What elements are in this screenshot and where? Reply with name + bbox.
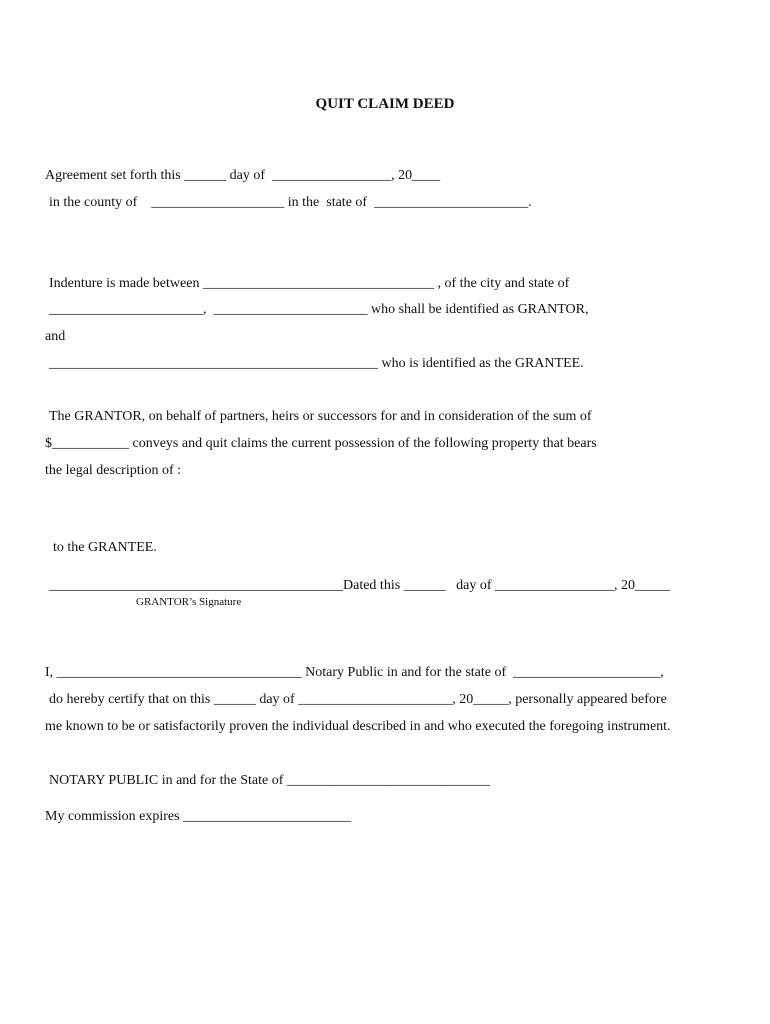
consideration-line-1: The GRANTOR, on behalf of partners, heirs or successors for and in consideration of the sum of bbox=[49, 409, 592, 424]
indenture-line-and: and bbox=[45, 329, 66, 344]
grantor-signature-caption: GRANTOR’s Signature bbox=[136, 596, 242, 608]
county-state-line: in the county of ___________________ in the state of ______________________. bbox=[49, 195, 532, 210]
document-title: QUIT CLAIM DEED bbox=[315, 96, 455, 112]
commission-expires-line: My commission expires ________________________ bbox=[45, 809, 352, 824]
signature-dated-line: __________________________________________Dated this ______ day of _________________, 20_____ bbox=[49, 578, 671, 593]
to-grantee-text: to the GRANTEE. bbox=[53, 540, 157, 555]
consideration-line-3: the legal description of : bbox=[45, 463, 182, 478]
indenture-line-2: ______________________, ______________________ who shall be identified as GRANTOR, bbox=[49, 302, 589, 317]
consideration-line-2: $___________ conveys and quit claims the current possession of the following property that bears bbox=[45, 436, 597, 451]
grantee-line: _______________________________________________ who is identified as the GRANTEE. bbox=[49, 356, 584, 371]
notary-state-line: NOTARY PUBLIC in and for the State of _____________________________ bbox=[49, 773, 490, 788]
notary-line-1: I, ___________________________________ Notary Public in and for the state of _____________________, bbox=[45, 665, 664, 680]
indenture-line-1: Indenture is made between _________________________________ , of the city and state of bbox=[49, 276, 570, 291]
notary-line-3: me known to be or satisfactorily proven the individual described in and who executed the foregoing instrument. bbox=[45, 719, 671, 734]
notary-line-2: do hereby certify that on this ______ day of ______________________, 20_____, personally appeared before bbox=[49, 692, 667, 707]
agreement-date-line: Agreement set forth this ______ day of _________________, 20____ bbox=[45, 168, 441, 183]
